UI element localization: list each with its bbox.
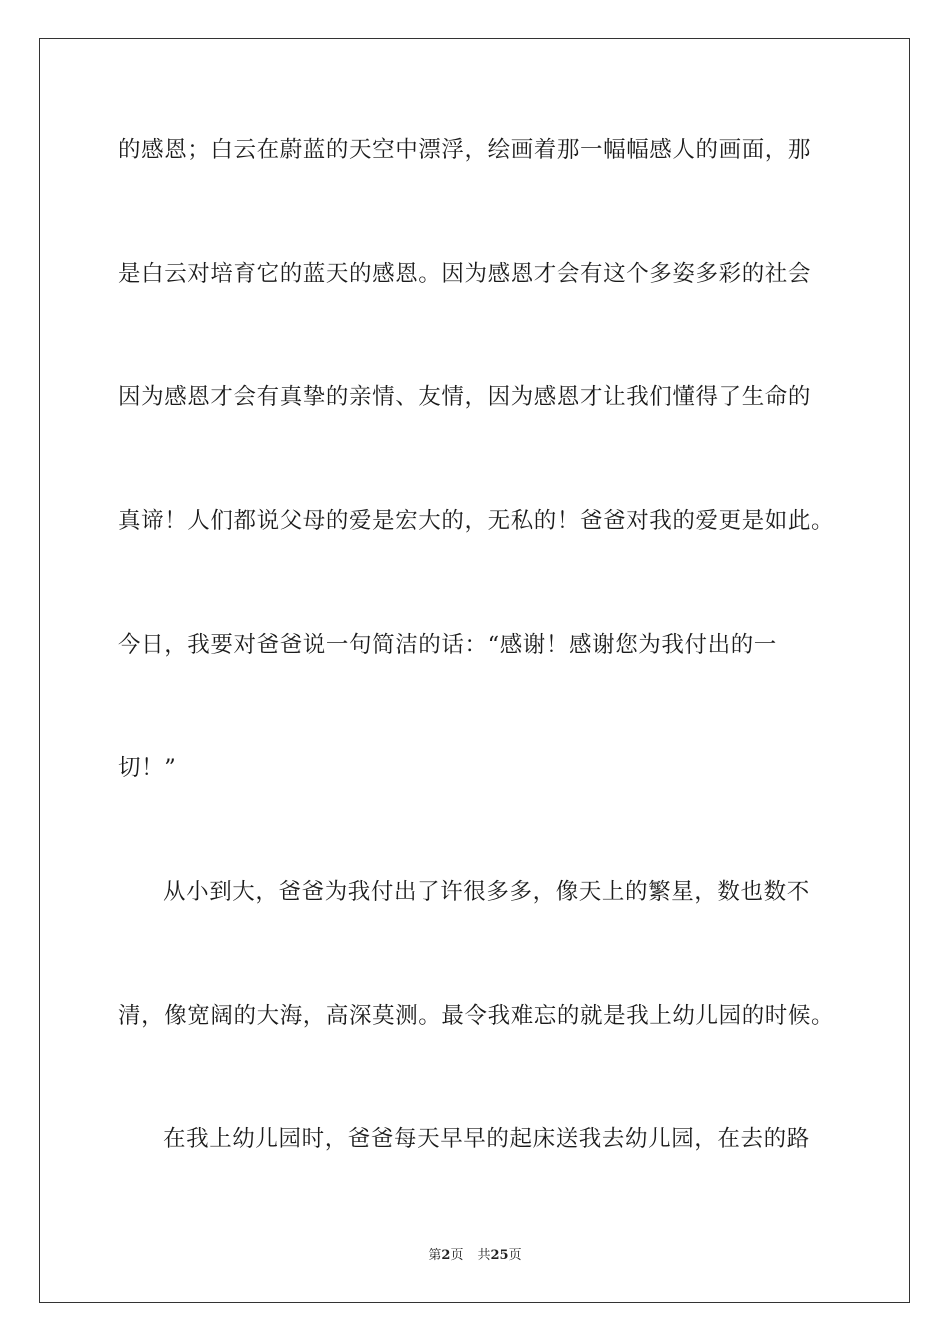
page-number: 2 xyxy=(441,1248,451,1263)
total-pages: 25 xyxy=(490,1248,509,1263)
body-text-line: 今日，我要对爸爸说一句简洁的话：“感谢！感谢您为我付出的一 xyxy=(118,632,777,658)
total-prefix: 共 xyxy=(477,1248,491,1263)
page-suffix: 页 xyxy=(450,1248,464,1263)
body-text-line: 是白云对培育它的蓝天的感恩。因为感恩才会有这个多姿多彩的社会 xyxy=(118,261,812,287)
paragraph-start-line: 在我上幼儿园时，爸爸每天早早的起床送我去幼儿园，在去的路 xyxy=(163,1126,810,1152)
body-text-line: 真谛！人们都说父母的爱是宏大的，无私的！爸爸对我的爱更是如此。 xyxy=(118,508,835,534)
body-text-line: 切！” xyxy=(118,755,177,781)
body-text-line: 的感恩；白云在蔚蓝的天空中漂浮，绘画着那一幅幅感人的画面，那 xyxy=(118,137,812,163)
body-text-line: 清，像宽阔的大海，高深莫测。最令我难忘的就是我上幼儿园的时候。 xyxy=(118,1003,835,1029)
page-border xyxy=(39,38,910,1303)
page-prefix: 第 xyxy=(428,1248,442,1263)
body-text-line: 因为感恩才会有真挚的亲情、友情，因为感恩才让我们懂得了生命的 xyxy=(118,384,812,410)
page-footer xyxy=(0,1247,950,1265)
paragraph-start-line: 从小到大，爸爸为我付出了许很多多，像天上的繁星，数也数不 xyxy=(163,879,810,905)
total-suffix: 页 xyxy=(508,1248,522,1263)
